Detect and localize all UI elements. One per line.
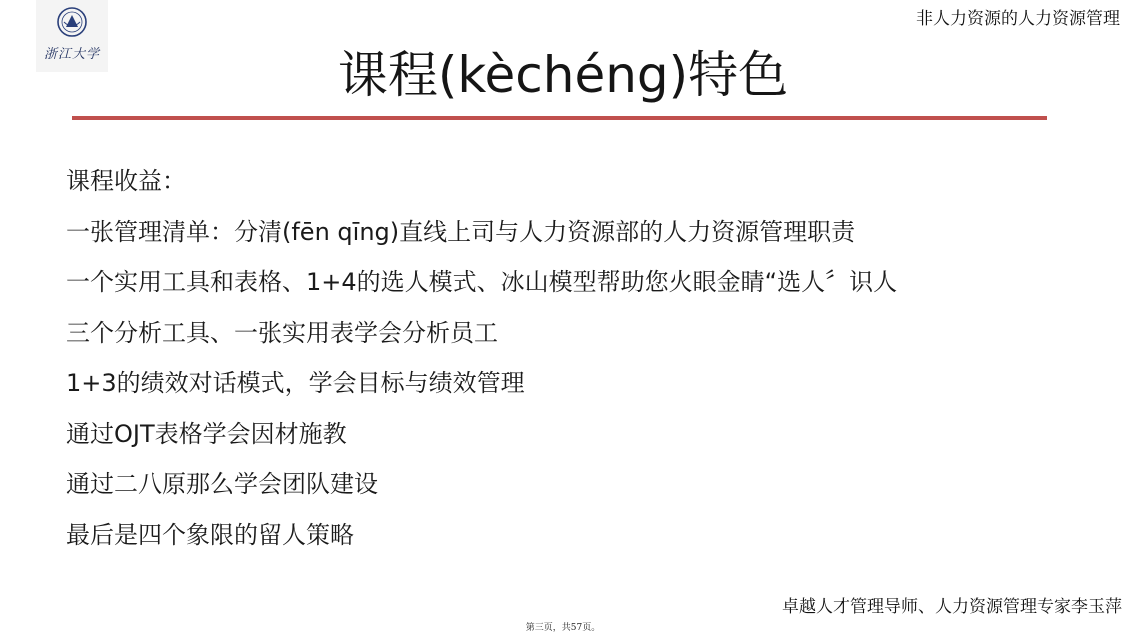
list-item: 一张管理清单：分清(fēn qīng)直线上司与人力资源部的人力资源管理职责	[66, 217, 856, 246]
page-number: 第三页，共57页。	[525, 623, 601, 633]
course-benefits-list	[66, 156, 897, 560]
course-name-note: 非人力资源的人力资源管理	[916, 9, 1120, 29]
list-item: 最后是四个象限的留人策略	[66, 520, 354, 549]
logo-wordmark: 浙江大学	[43, 47, 101, 62]
slide-title: 课程(kèchéng)特色	[337, 46, 789, 104]
title-divider	[72, 116, 1047, 120]
list-item: 三个分析工具、一张实用表学会分析员工	[66, 318, 498, 347]
list-item: 课程收益：	[66, 167, 186, 195]
list-item: 通过二八原那么学会团队建设	[66, 470, 378, 498]
author-credit: 卓越人才管理导师、人力资源管理专家李玉萍	[782, 597, 1122, 617]
list-item: 通过OJT表格学会因材施教	[66, 419, 347, 448]
list-item: 1+3的绩效对话模式，学会目标与绩效管理	[66, 369, 525, 397]
list-item: 一个实用工具和表格、1+4的选人模式、冰山模型帮助您火眼金睛“选人〞识人	[66, 268, 898, 296]
